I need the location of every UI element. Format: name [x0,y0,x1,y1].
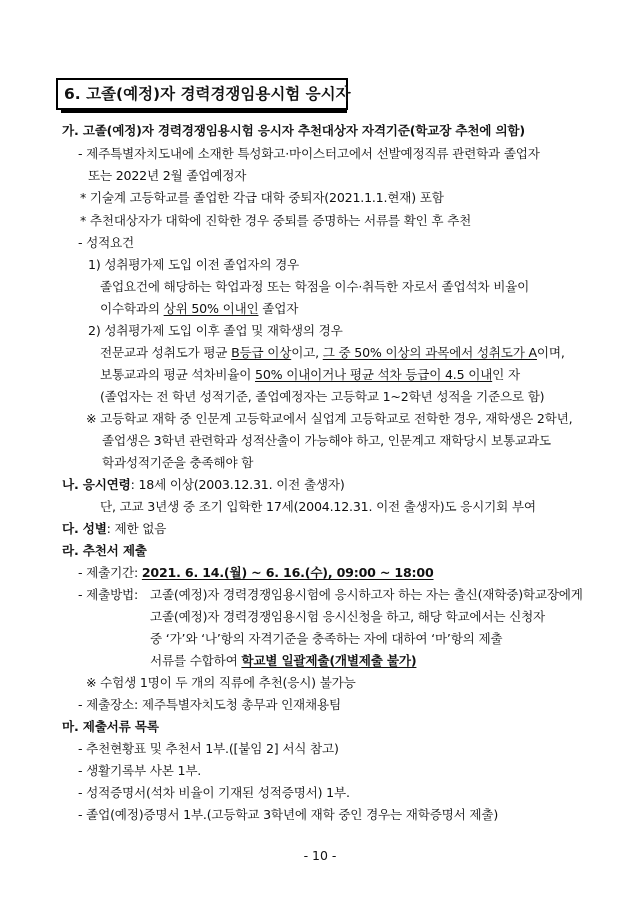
na-label: 나. 응시연령 [62,477,131,492]
heading-ma: 마. 제출서류 목록 [62,719,159,734]
ga-line-8 [100,300,298,318]
heading-ga: 가. 고졸(예정)자 경력경쟁임용시험 응시자 추천대상자 자격기준(학교장 추천에 의함) [62,123,525,138]
section-da [62,520,166,538]
ga-line-10 [100,344,565,362]
ga-line-15: 학과성적기준을 충족해야 함 [102,455,254,470]
ga-line-2: 또는 2022년 2월 졸업예정자 [88,168,247,183]
ga-line-6: 1) 성취평가제 도입 이전 졸업자의 경우 [88,257,300,272]
ga-line-1: - 제주특별자치도내에 소재한 특성화고·마이스터고에서 선발예정직류 관련학과 졸업자 [78,146,540,161]
ga-line-14: 졸업생은 3학년 관련학과 성적산출이 가능해야 하고, 인문계고 재학당시 보통교과도 [102,433,551,448]
ra-place: - 제출장소: 제주특별자치도청 총무과 인재채용팀 [78,697,341,712]
ma-item: - 졸업(예정)증명서 1부.(고등학교 3학년에 재학 중인 경우는 재학증명서 제출) [78,807,499,822]
ra-method-4 [150,652,416,670]
da-label: 다. 성별 [62,521,107,536]
ga-line-11-c: 인 자 [492,367,520,382]
ga-line-8-underlined: 상위 50% 이내인 [163,301,259,316]
section-title-box [56,78,351,114]
ga-line-3: * 기술계 고등학교를 졸업한 각급 대학 중퇴자(2021.1.1.현재) 포함 [80,190,444,205]
ma-item: - 추천현황표 및 추천서 1부.([붙임 2] 서식 참고) [78,741,339,756]
section-na [62,476,345,494]
ra-method-4-a: 서류를 수합하여 [150,653,242,668]
section-title: 6. 고졸(예정)자 경력경쟁임용시험 응시자 [56,78,348,110]
ga-line-8-c: 졸업자 [258,301,299,316]
ga-line-13: ※ 고등학교 재학 중 인문계 고등학교에서 실업계 고등학교로 전학한 경우, 재학생은 2학년, [86,411,573,426]
ga-line-9: 2) 성취평가제 도입 이후 졸업 및 재학생의 경우 [88,323,343,338]
ma-item: - 생활기록부 사본 1부. [78,763,202,778]
ga-line-12: (졸업자는 전 학년 성적기준, 졸업예정자는 고등학교 1~2학년 성적을 기준으로 함) [100,389,545,404]
ga-line-7: 졸업요건에 해당하는 학업과정 또는 학점을 이수·취득한 자로서 졸업석차 비율이 [100,279,530,294]
ra-note: ※ 수험생 1명이 두 개의 직류에 추천(응시) 불가능 [86,675,356,690]
ga-line-10-underlined-1: B등급 이상 [231,345,292,360]
ma-item: - 성적증명서(석차 비율이 기재된 성적증명서) 1부. [78,785,350,800]
ra-period-label: - 제출기간: [78,565,142,580]
ga-line-4: * 추천대상자가 대학에 진학한 경우 중퇴를 증명하는 서류를 확인 후 추천 [80,213,472,228]
ga-line-11-underlined: 50% 이내이거나 평균 석차 등급이 4.5 이내 [255,367,493,382]
ga-line-5: - 성적요건 [78,235,135,250]
da-text: : 제한 없음 [106,521,167,536]
ga-line-10-a: 전문교과 성취도가 평균 [100,345,232,360]
ga-line-10-c: 이고, [291,345,323,360]
ga-line-11-a: 보통교과의 평균 석차비율이 [100,367,255,382]
page-number: - 10 - [303,848,337,863]
ra-method-1: 고졸(예정)자 경력경쟁임용시험에 응시하고자 하는 자는 출신(재학중)학교장에게 [150,587,583,602]
ra-period [78,564,434,582]
na-text: : 18세 이상(2003.12.31. 이전 출생자) [130,477,345,492]
na-line-2: 단, 고교 3년생 중 조기 입학한 17세(2004.12.31. 이전 출생자)도 응시기회 부여 [100,499,536,514]
ga-line-10-e: 이며, [536,345,565,360]
heading-ra: 라. 추천서 제출 [62,543,147,558]
ra-method-4-bold: 학교별 일괄제출(개별제출 불가) [241,653,417,668]
ra-method-2: 고졸(예정)자 경력경쟁임용시험 응시신청을 하고, 해당 학교에서는 신청자 [150,609,546,624]
ra-period-value: 2021. 6. 14.(월) ~ 6. 16.(수), 09:00 ~ 18:00 [141,565,434,580]
ra-method-3: 중 ‘가’와 ‘나’항의 자격기준을 충족하는 자에 대하여 ‘마’항의 제출 [150,631,503,646]
ga-line-8-a: 이수학과의 [100,301,164,316]
ra-method-label: - 제출방법: [78,587,139,602]
ga-line-10-underlined-2: 그 중 50% 이상의 과목에서 성취도가 A [322,345,537,360]
ga-line-11 [100,366,520,384]
